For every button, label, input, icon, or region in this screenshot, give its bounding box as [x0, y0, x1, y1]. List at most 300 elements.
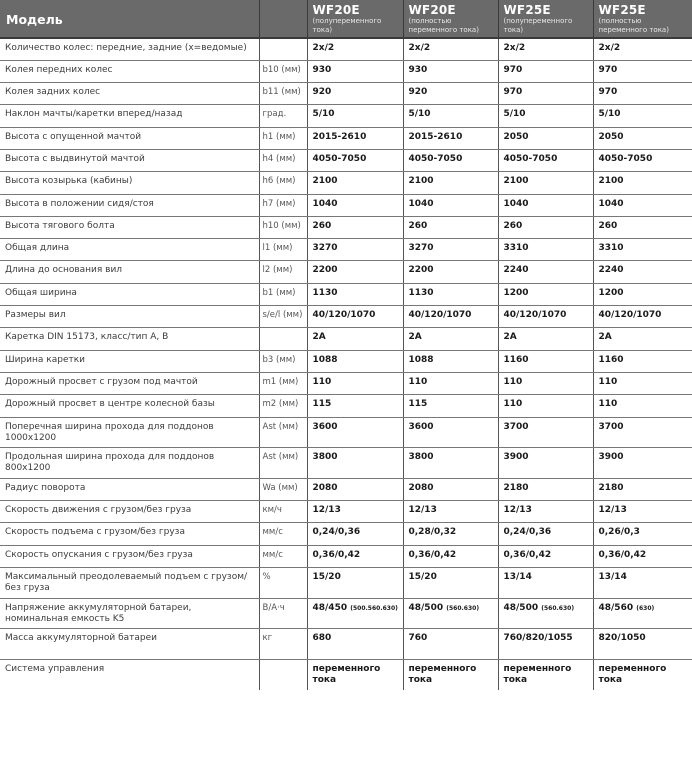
model-value-cell	[593, 172, 692, 194]
capacity-options-note: (500.560.630)	[350, 604, 398, 612]
model-value-cell	[593, 239, 692, 261]
parameter-unit: m2 (мм)	[259, 395, 307, 417]
model-value: 3310	[598, 243, 624, 254]
model-value: 110	[503, 399, 523, 410]
model-subtitle: (полностью переменного тока)	[598, 17, 669, 34]
parameter-unit: h4 (мм)	[259, 149, 307, 171]
model-value: 40/120/1070	[598, 310, 662, 321]
model-value-cell	[307, 60, 403, 82]
table-row	[0, 172, 692, 194]
model-value: 3800	[408, 452, 434, 463]
model-value: 12/13	[598, 505, 627, 516]
model-value: переменного тока	[312, 663, 381, 685]
table-row	[0, 83, 692, 105]
model-value: 2100	[503, 176, 529, 187]
parameter-unit: h7 (мм)	[259, 194, 307, 216]
model-value: 260	[503, 220, 523, 231]
model-value: 48/450	[312, 602, 348, 613]
model-value-cell	[498, 567, 593, 598]
model-value: 110	[312, 376, 332, 387]
model-value-cell	[307, 216, 403, 238]
model-header-wf25e-full-ac	[593, 0, 692, 38]
parameter-name: Высота тягового болта	[0, 216, 259, 238]
model-value: переменного тока	[408, 663, 477, 685]
table-row	[0, 105, 692, 127]
table-row	[0, 629, 692, 660]
model-value: 15/20	[408, 571, 437, 582]
table-row	[0, 350, 692, 372]
model-value-cell	[307, 501, 403, 523]
parameter-unit: b3 (мм)	[259, 350, 307, 372]
model-value: 2x/2	[503, 43, 526, 53]
model-value: 2A	[503, 332, 517, 343]
parameter-unit: s/e/l (мм)	[259, 306, 307, 328]
model-value-cell	[403, 629, 498, 660]
model-value: 3600	[408, 421, 434, 432]
model-value: 2050	[598, 131, 624, 142]
parameter-name: Колея передних колес	[0, 60, 259, 82]
table-row	[0, 239, 692, 261]
model-value-cell	[498, 239, 593, 261]
model-value-cell	[498, 478, 593, 500]
parameter-unit: h10 (мм)	[259, 216, 307, 238]
table-row	[0, 523, 692, 545]
model-value-cell	[403, 598, 498, 629]
parameter-unit: m1 (мм)	[259, 372, 307, 394]
parameter-name: Общая ширина	[0, 283, 259, 305]
parameter-unit: b1 (мм)	[259, 283, 307, 305]
capacity-options-note: (560.630)	[541, 604, 575, 612]
model-value-cell	[593, 83, 692, 105]
model-value-cell	[593, 38, 692, 60]
model-value: 40/120/1070	[408, 310, 472, 321]
parameter-name: Продольная ширина прохода для поддонов 800x1200	[0, 448, 259, 479]
model-value-cell	[498, 598, 593, 629]
model-value: 2180	[598, 482, 624, 493]
model-value: 2100	[598, 176, 624, 187]
model-value-cell	[498, 83, 593, 105]
model-value-cell	[403, 83, 498, 105]
model-value: 12/13	[503, 505, 532, 516]
table-row	[0, 127, 692, 149]
parameter-name: Поперечная ширина прохода для поддонов 1000x1200	[0, 417, 259, 448]
model-value: 2200	[408, 265, 434, 276]
model-value: 4050-7050	[312, 153, 367, 164]
model-value: 3800	[312, 452, 338, 463]
parameter-name: Система управления	[0, 659, 259, 690]
parameter-name: Максимальный преодолеваемый подъем с грузом/без груза	[0, 567, 259, 598]
model-value: 1160	[503, 354, 529, 365]
model-value-cell	[403, 172, 498, 194]
model-value: 13/14	[503, 571, 532, 582]
parameter-unit: Wa (мм)	[259, 478, 307, 500]
model-value-cell	[498, 149, 593, 171]
model-value-cell	[307, 629, 403, 660]
model-value: 760/820/1055	[503, 633, 573, 644]
model-value-cell	[403, 545, 498, 567]
table-row	[0, 328, 692, 350]
model-value: 4050-7050	[598, 153, 653, 164]
model-name: WF20E	[408, 3, 456, 17]
unit-column-header	[259, 0, 307, 38]
model-value: 920	[408, 87, 428, 98]
model-value-cell	[307, 448, 403, 479]
model-value: 920	[312, 87, 332, 98]
model-value: 1040	[598, 198, 624, 209]
model-value-cell	[307, 478, 403, 500]
parameter-name: Ширина каретки	[0, 350, 259, 372]
parameter-name: Размеры вил	[0, 306, 259, 328]
parameter-name: Наклон мачты/каретки вперед/назад	[0, 105, 259, 127]
model-value: 970	[598, 64, 618, 75]
model-name: WF25E	[503, 3, 551, 17]
model-value-cell	[498, 523, 593, 545]
model-subtitle: (полупеременного тока)	[312, 17, 382, 34]
model-value: 115	[408, 399, 428, 410]
model-value: 40/120/1070	[312, 310, 376, 321]
model-value: 48/500	[503, 602, 539, 613]
model-name: WF25E	[598, 3, 646, 17]
table-row	[0, 216, 692, 238]
model-value: 930	[408, 64, 428, 75]
model-value-cell	[498, 545, 593, 567]
model-subtitle: (полностью переменного тока)	[408, 17, 479, 34]
model-value: 1130	[408, 287, 434, 298]
model-header-wf20e-full-ac	[403, 0, 498, 38]
parameter-unit: В/А·ч	[259, 598, 307, 629]
model-value-cell	[403, 567, 498, 598]
model-value: 2180	[503, 482, 529, 493]
parameter-unit: Ast (мм)	[259, 448, 307, 479]
parameter-unit: мм/с	[259, 523, 307, 545]
parameter-unit: %	[259, 567, 307, 598]
table-row	[0, 567, 692, 598]
model-value-cell	[307, 372, 403, 394]
table-row	[0, 395, 692, 417]
model-value-cell	[307, 194, 403, 216]
model-value: 2A	[408, 332, 422, 343]
model-value: 115	[312, 399, 332, 410]
model-value: 1088	[312, 354, 338, 365]
model-value-cell	[498, 372, 593, 394]
model-value-cell	[307, 523, 403, 545]
model-value-cell	[403, 306, 498, 328]
model-value-cell	[307, 395, 403, 417]
model-value-cell	[403, 659, 498, 690]
model-value-cell	[498, 283, 593, 305]
model-value: 820/1050	[598, 633, 646, 644]
table-row	[0, 501, 692, 523]
model-value: 110	[598, 376, 618, 387]
parameter-name: Количество колес: передние, задние (х=ведомые)	[0, 38, 259, 60]
model-value-cell	[307, 239, 403, 261]
parameter-name: Дорожный просвет с грузом под мачтой	[0, 372, 259, 394]
parameter-unit	[259, 38, 307, 60]
model-value-cell	[593, 372, 692, 394]
model-value-cell	[498, 448, 593, 479]
parameter-name: Скорость подъема с грузом/без груза	[0, 523, 259, 545]
model-value-cell	[403, 328, 498, 350]
model-value: 0,36/0,42	[503, 549, 552, 560]
model-value: 1160	[598, 354, 624, 365]
model-value: 0,24/0,36	[503, 527, 552, 538]
model-value: 1130	[312, 287, 338, 298]
model-value: 1200	[598, 287, 624, 298]
model-value-cell	[593, 283, 692, 305]
model-value: 4050-7050	[408, 153, 463, 164]
capacity-options-note: (630)	[636, 604, 655, 612]
model-value-cell	[403, 261, 498, 283]
model-value: 0,36/0,42	[598, 549, 647, 560]
model-value: 5/10	[408, 109, 431, 120]
model-value: 5/10	[503, 109, 526, 120]
model-value: 3310	[503, 243, 529, 254]
model-value: 0,24/0,36	[312, 527, 361, 538]
model-value-cell	[593, 629, 692, 660]
model-value-cell	[403, 478, 498, 500]
model-value: 4050-7050	[503, 153, 558, 164]
capacity-options-note: (560.630)	[446, 604, 480, 612]
parameter-name: Напряжение аккумуляторной батареи, номинальная емкость K5	[0, 598, 259, 629]
table-row	[0, 417, 692, 448]
model-value: 2015-2610	[312, 131, 367, 142]
parameter-name: Высота козырька (кабины)	[0, 172, 259, 194]
parameter-name: Масса аккумуляторной батареи	[0, 629, 259, 660]
model-value-cell	[307, 659, 403, 690]
model-value-cell	[403, 105, 498, 127]
model-value-cell	[498, 60, 593, 82]
parameter-unit: b10 (мм)	[259, 60, 307, 82]
model-value: 1088	[408, 354, 434, 365]
model-value-cell	[307, 283, 403, 305]
parameter-unit	[259, 659, 307, 690]
model-value-cell	[403, 448, 498, 479]
model-value-cell	[403, 417, 498, 448]
model-value-cell	[307, 105, 403, 127]
model-value: 48/500	[408, 602, 444, 613]
model-value: 5/10	[312, 109, 335, 120]
model-value-cell	[498, 127, 593, 149]
parameter-unit: h6 (мм)	[259, 172, 307, 194]
model-value-cell	[593, 149, 692, 171]
model-value: 48/560	[598, 602, 634, 613]
model-value-cell	[498, 328, 593, 350]
model-value-cell	[403, 395, 498, 417]
model-value-cell	[593, 105, 692, 127]
model-header-wf25e-semi-ac	[498, 0, 593, 38]
model-value-cell	[498, 306, 593, 328]
model-value-cell	[403, 239, 498, 261]
model-value: 1200	[503, 287, 529, 298]
parameter-name: Каретка DIN 15173, класс/тип A, B	[0, 328, 259, 350]
parameter-name: Дорожный просвет в центре колесной базы	[0, 395, 259, 417]
parameter-unit: h1 (мм)	[259, 127, 307, 149]
model-value: 3700	[598, 421, 624, 432]
model-value-cell	[307, 545, 403, 567]
model-value-cell	[498, 659, 593, 690]
model-value-cell	[403, 149, 498, 171]
model-value: 2200	[312, 265, 338, 276]
model-value: 2240	[598, 265, 624, 276]
model-value: 3270	[312, 243, 338, 254]
model-value: 13/14	[598, 571, 627, 582]
model-value-cell	[403, 283, 498, 305]
parameter-unit: км/ч	[259, 501, 307, 523]
model-value: 2080	[408, 482, 434, 493]
model-value-cell	[307, 328, 403, 350]
model-subtitle: (полупеременного тока)	[503, 17, 573, 34]
table-row	[0, 306, 692, 328]
model-value-cell	[498, 105, 593, 127]
table-row	[0, 372, 692, 394]
model-value: 970	[503, 64, 523, 75]
table-row	[0, 659, 692, 690]
parameter-name: Длина до основания вил	[0, 261, 259, 283]
model-value: 3600	[312, 421, 338, 432]
table-row	[0, 60, 692, 82]
parameter-unit: град.	[259, 105, 307, 127]
model-value-cell	[593, 60, 692, 82]
model-value-cell	[307, 127, 403, 149]
table-row	[0, 478, 692, 500]
parameter-name: Высота с опущенной мачтой	[0, 127, 259, 149]
model-value-cell	[593, 350, 692, 372]
model-value: 1040	[503, 198, 529, 209]
model-value: 110	[503, 376, 523, 387]
model-value-cell	[403, 127, 498, 149]
model-value: 2A	[598, 332, 612, 343]
model-value-cell	[498, 38, 593, 60]
model-value: 2x/2	[408, 43, 431, 53]
model-value-cell	[593, 216, 692, 238]
model-value: 2080	[312, 482, 338, 493]
model-value: 2015-2610	[408, 131, 463, 142]
model-value-cell	[307, 172, 403, 194]
model-value: 2100	[408, 176, 434, 187]
model-value-cell	[307, 417, 403, 448]
model-value-cell	[593, 395, 692, 417]
model-value: 970	[598, 87, 618, 98]
table-header	[0, 0, 692, 38]
table-row	[0, 194, 692, 216]
model-value-cell	[593, 501, 692, 523]
model-value: 110	[408, 376, 428, 387]
model-value: 12/13	[408, 505, 437, 516]
model-value: 760	[408, 633, 428, 644]
model-value: 260	[408, 220, 428, 231]
model-value: 1040	[312, 198, 338, 209]
model-value-cell	[403, 350, 498, 372]
model-value-cell	[593, 567, 692, 598]
model-value-cell	[307, 149, 403, 171]
table-row	[0, 38, 692, 60]
table-row	[0, 448, 692, 479]
parameter-name: Радиус поворота	[0, 478, 259, 500]
parameter-unit	[259, 328, 307, 350]
model-value: 2100	[312, 176, 338, 187]
model-value-cell	[498, 194, 593, 216]
model-value-cell	[307, 350, 403, 372]
model-value-cell	[593, 545, 692, 567]
parameter-name: Скорость опускания с грузом/без груза	[0, 545, 259, 567]
model-value: 2240	[503, 265, 529, 276]
model-value-cell	[307, 598, 403, 629]
model-value-cell	[307, 38, 403, 60]
model-value-cell	[593, 478, 692, 500]
parameter-name: Высота с выдвинутой мачтой	[0, 149, 259, 171]
model-value-cell	[593, 523, 692, 545]
model-value-cell	[403, 194, 498, 216]
model-value-cell	[498, 395, 593, 417]
model-value: 5/10	[598, 109, 621, 120]
model-value: 2050	[503, 131, 529, 142]
model-value: 40/120/1070	[503, 310, 567, 321]
model-value: 0,36/0,42	[312, 549, 361, 560]
model-value-cell	[498, 501, 593, 523]
model-value-cell	[498, 350, 593, 372]
parameter-name: Колея задних колес	[0, 83, 259, 105]
model-value-cell	[307, 83, 403, 105]
model-name: WF20E	[312, 3, 360, 17]
table-row	[0, 598, 692, 629]
model-value-cell	[498, 417, 593, 448]
table-row	[0, 261, 692, 283]
model-value: 15/20	[312, 571, 341, 582]
model-value: 0,28/0,32	[408, 527, 457, 538]
parameter-unit: l1 (мм)	[259, 239, 307, 261]
model-value-cell	[593, 328, 692, 350]
model-value-cell	[403, 523, 498, 545]
model-value-cell	[498, 172, 593, 194]
parameter-unit: мм/с	[259, 545, 307, 567]
header-row	[0, 0, 692, 38]
table-row	[0, 283, 692, 305]
table-row	[0, 149, 692, 171]
model-value: 680	[312, 633, 332, 644]
model-column-header: Модель	[0, 0, 259, 38]
model-value: 260	[598, 220, 618, 231]
parameter-unit: Ast (мм)	[259, 417, 307, 448]
model-value-cell	[593, 598, 692, 629]
model-value: 0,36/0,42	[408, 549, 457, 560]
model-value: 930	[312, 64, 332, 75]
table-row	[0, 545, 692, 567]
model-value: 3700	[503, 421, 529, 432]
model-value-cell	[498, 216, 593, 238]
model-value: 0,26/0,3	[598, 527, 640, 538]
parameter-name: Высота в положении сидя/стоя	[0, 194, 259, 216]
model-value-cell	[307, 567, 403, 598]
model-value-cell	[593, 194, 692, 216]
model-value-cell	[593, 417, 692, 448]
model-value-cell	[403, 216, 498, 238]
model-value: 2x/2	[598, 43, 621, 53]
model-value: 3900	[598, 452, 624, 463]
model-value: переменного тока	[598, 663, 667, 685]
model-value: переменного тока	[503, 663, 572, 685]
model-value: 260	[312, 220, 332, 231]
model-value: 12/13	[312, 505, 341, 516]
model-value: 2x/2	[312, 43, 335, 53]
model-header-wf20e-semi-ac	[307, 0, 403, 38]
model-value-cell	[498, 629, 593, 660]
model-value-cell	[593, 261, 692, 283]
model-value: 3900	[503, 452, 529, 463]
model-value-cell	[498, 261, 593, 283]
model-value-cell	[403, 60, 498, 82]
parameter-unit: b11 (мм)	[259, 83, 307, 105]
model-value-cell	[593, 306, 692, 328]
